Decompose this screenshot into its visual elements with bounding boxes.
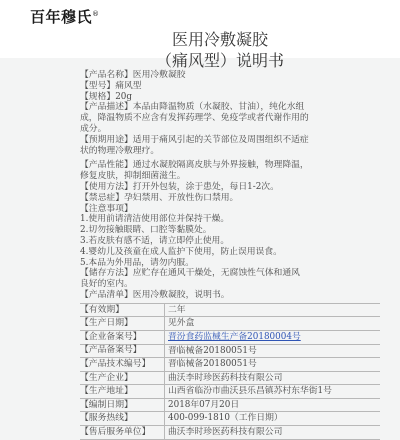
document-subtitle: （痛风型）说明书 — [155, 51, 284, 70]
usage-line: 【使用方法】打开外包装，涂于患处，每日1-2次。 — [80, 181, 279, 192]
table-key: 【企业备案号】 — [80, 331, 142, 342]
usage-line: 良好的室内。 — [80, 279, 133, 290]
usage-line: 5.本品为外用品，请勿内服。 — [80, 257, 194, 268]
table-value: 400-099-1810（工作日期） — [164, 412, 283, 425]
usage-line: 修复皮肤，抑制细菌滋生。 — [80, 171, 186, 182]
table-value: 见外盒 — [164, 317, 194, 330]
usage-line: 【产品清单】医用冷敷凝胶，说明书。 — [80, 289, 230, 300]
spec-line: 【产品名称】医用冷敷凝胶 — [80, 70, 186, 80]
table-value: 2018年07月20日 — [164, 399, 239, 412]
usage-line: 【注意事项】 — [80, 203, 133, 214]
table-key: 【生产企业】 — [80, 372, 133, 383]
document-header — [0, 0, 400, 70]
table-value: 晋临械备20180051号 — [164, 345, 257, 358]
usage-line: 3.若皮肤有感不适，请立即停止使用。 — [80, 235, 230, 246]
usage-line: 【产品性能】通过水凝胶隔离皮肤与外界接触，物理降温， — [80, 160, 309, 171]
spec-section — [80, 70, 380, 156]
table-row — [80, 385, 380, 399]
instruction-body — [80, 70, 380, 440]
table-row — [80, 426, 380, 440]
table-key: 【产品备案号】 — [80, 345, 142, 356]
table-key: 【服务热线】 — [80, 413, 133, 424]
table-key: 【生产地址】 — [80, 386, 133, 397]
enterprise-record-link[interactable]: 晋汾食药监械生产备20180004号 — [164, 331, 301, 344]
spec-line: 【预期用途】适用于痛风引起的关节部位及周围组织不适症 — [80, 134, 309, 145]
table-key: 【产品技术编号】 — [80, 359, 151, 369]
spec-line: 【型号】痛风型 — [80, 80, 142, 91]
document-title: 医用冷敷凝胶 — [171, 30, 268, 49]
table-key: 【有效期】 — [80, 304, 124, 315]
spec-line: 成分。 — [80, 123, 107, 134]
spec-line: 【产品描述】本品由降温物质（水凝胶、甘油），纯化水组 — [80, 102, 305, 113]
product-info-table — [80, 303, 380, 440]
table-value: 二年 — [164, 304, 186, 317]
table-key: 【售后服务单位】 — [80, 426, 151, 437]
table-row — [80, 304, 380, 318]
registered-mark: ® — [92, 10, 100, 18]
table-row — [80, 372, 380, 386]
spec-line: 状的物理冷敷理疗。 — [80, 145, 160, 156]
table-key: 【编制日期】 — [80, 399, 133, 410]
table-row — [80, 358, 380, 372]
usage-line: 【禁忌症】孕妇禁用、开放性伤口禁用。 — [80, 192, 239, 203]
brand-logo — [30, 6, 100, 27]
table-value: 山西省临汾市曲沃县乐昌镇苏村东华街1号 — [164, 385, 332, 398]
table-value: 曲沃李时珍医药科技有限公司 — [164, 426, 282, 439]
spec-line: 成，降温物质不应含有发挥药理学、免疫学或者代谢作用的 — [80, 113, 309, 124]
table-row — [80, 412, 380, 426]
table-row — [80, 331, 380, 345]
usage-line: 2.切勿接触眼睛、口腔等黏膜处。 — [80, 225, 212, 236]
table-value: 晋临械备20180051号 — [164, 358, 257, 371]
spec-line: 【规格】20g — [80, 91, 133, 102]
table-row — [80, 399, 380, 413]
brand-name: 百年穆氏 — [30, 8, 93, 26]
table-key: 【生产日期】 — [80, 318, 133, 329]
usage-line: 1.使用前请清洁使用部位并保持干燥。 — [80, 214, 230, 225]
table-row — [80, 317, 380, 331]
usage-section — [80, 160, 380, 300]
usage-line: 4.婴幼儿及孩童在成人监护下使用，防止误用误食。 — [80, 246, 282, 257]
table-value: 曲沃李时珍医药科技有限公司 — [164, 372, 282, 385]
usage-line: 【储存方法】应贮存在通风干燥处，无腐蚀性气体和通风 — [80, 268, 300, 279]
table-row — [80, 345, 380, 359]
